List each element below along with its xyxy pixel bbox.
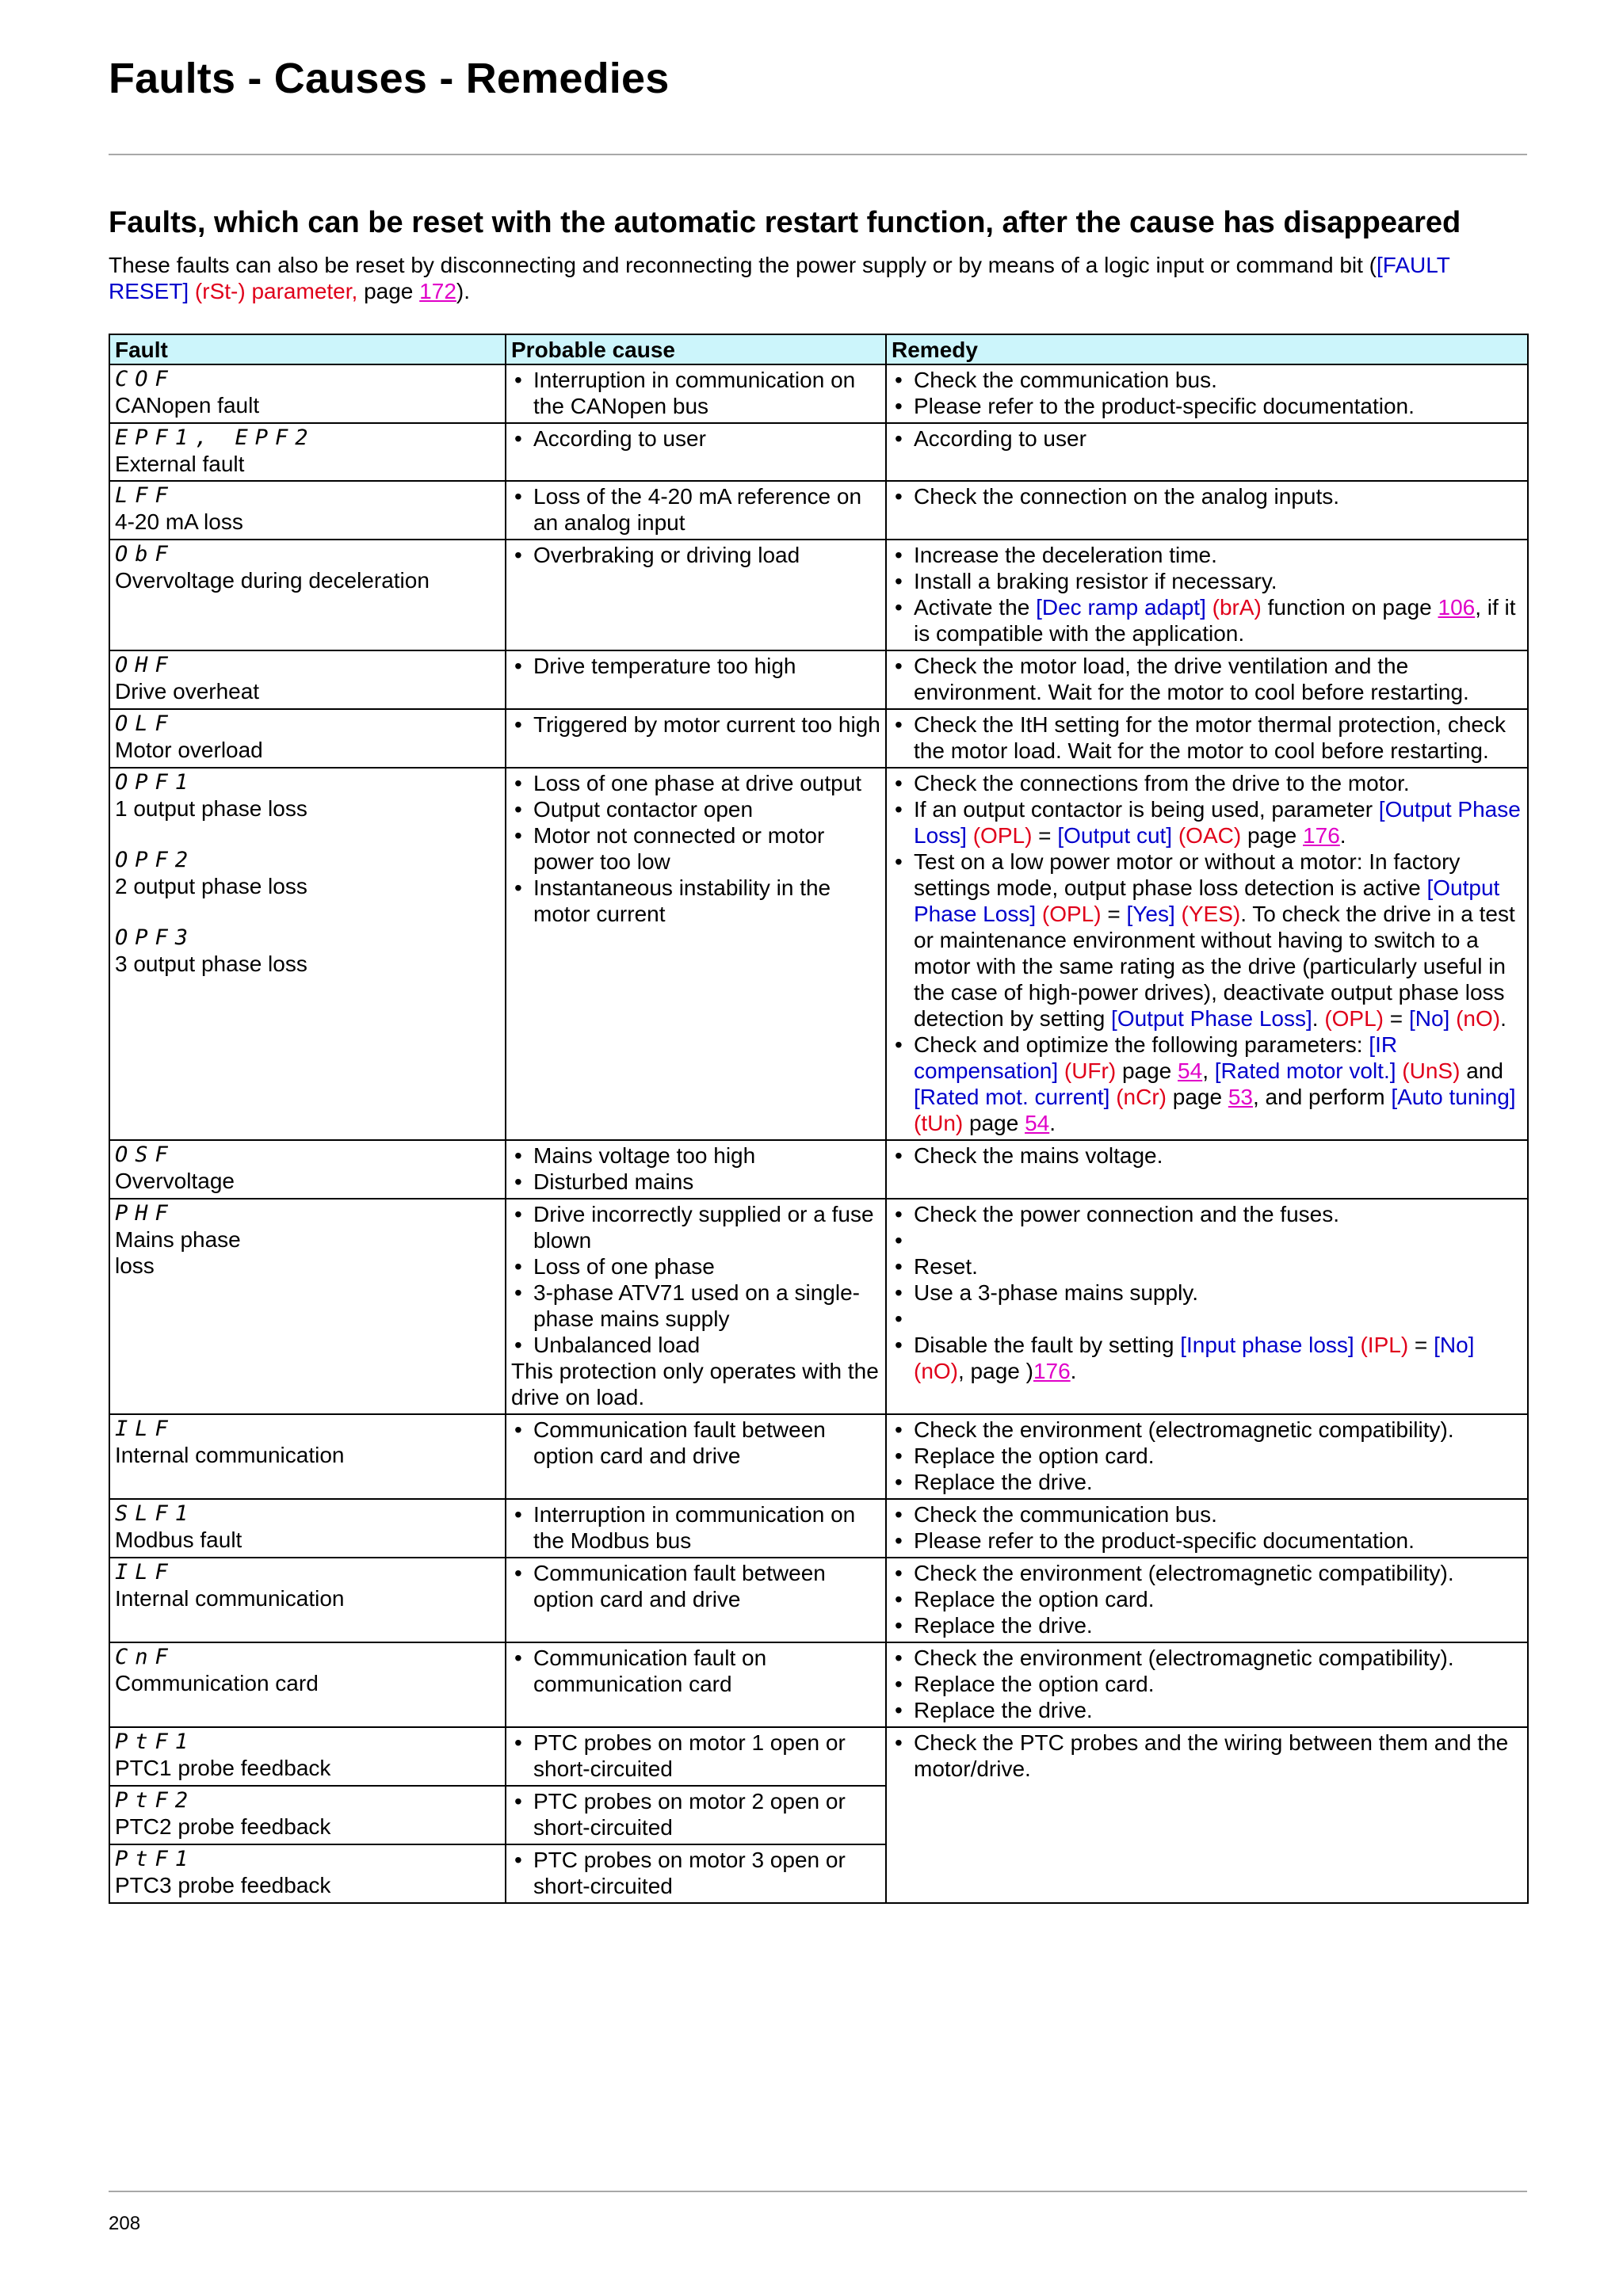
- fault-code: COF: [115, 367, 175, 391]
- page-link-106[interactable]: 106: [1438, 595, 1476, 620]
- fault-cell: [109, 650, 506, 709]
- fault-name: Communication card: [115, 1671, 319, 1695]
- remedy-cell: [886, 1414, 1528, 1499]
- fault-name: CANopen fault: [115, 393, 260, 418]
- fault-name: 3 output phase loss: [115, 952, 307, 976]
- section-title: Faults, which can be reset with the automatic restart function, after the cause has disappeared: [109, 206, 1461, 239]
- cause-cell: [506, 650, 886, 709]
- param-no: [No]: [1408, 1006, 1450, 1031]
- fault-cell: [109, 423, 506, 481]
- cause-item: • Loss of one phase at drive output: [511, 770, 880, 796]
- cause-item: • PTC probes on motor 2 open or short-circuited: [511, 1788, 880, 1840]
- remedy-item: • Disable the fault by setting [Input phase loss] (IPL) = [No] (nO), page )176.: [892, 1332, 1522, 1384]
- page-link-54[interactable]: 54: [1178, 1058, 1203, 1083]
- table-row: [109, 768, 1528, 1140]
- remedy-cell: [886, 709, 1528, 768]
- cause-cell: [506, 1786, 886, 1844]
- fault-name: Drive overheat: [115, 679, 260, 704]
- fault-name: Internal communication: [115, 1443, 345, 1467]
- cause-item: • Mains voltage too high: [511, 1142, 880, 1169]
- header-probable-cause: Probable cause: [506, 334, 886, 364]
- cause-item: • 3-phase ATV71 used on a single-phase mains supply: [511, 1280, 880, 1332]
- cause-item: • Drive temperature too high: [511, 653, 880, 679]
- cause-item: • Disturbed mains: [511, 1169, 880, 1195]
- table-row: [109, 1140, 1528, 1199]
- table-row: [109, 1199, 1528, 1414]
- remedy-item: • Check the environment (electromagnetic compatibility).: [892, 1560, 1522, 1586]
- table-row: [109, 364, 1528, 423]
- param-yes: [Yes]: [1126, 902, 1175, 926]
- code-no: (nO): [1449, 1006, 1501, 1031]
- remedy-cell: [886, 1140, 1528, 1199]
- cause-item: • Triggered by motor current too high: [511, 711, 880, 738]
- cause-item: • Overbraking or driving load: [511, 542, 880, 568]
- param-ir-compensation: [IR compensation]: [914, 1032, 1398, 1083]
- fault-code: OPF3: [115, 925, 196, 950]
- cause-item: • According to user: [511, 425, 880, 452]
- fault-name: Internal communication: [115, 1586, 345, 1611]
- intro-text: These faults can also be reset by disconnecting and reconnecting the power supply or by means of a logic input or command bit (: [109, 253, 1377, 277]
- table-row: [109, 540, 1528, 650]
- code-ipl: (IPL): [1354, 1333, 1409, 1357]
- remedy-item: • Check the environment (electromagnetic compatibility).: [892, 1417, 1522, 1443]
- fault-cell: [109, 768, 506, 1140]
- remedy-item: • Test on a low power motor or without a motor: In factory settings mode, output phase loss detection is active [Output Phase Loss] (OPL) = [Yes] (YES). To check the drive in a test or maintenance environment without having to switch to a motor with the same rating as the drive (particularly useful in the case of high-power drives), deactivate output phase loss detection by setting [Output Phase Loss]. (OPL) = [No] (nO).: [892, 849, 1522, 1032]
- fault-name: PTC3 probe feedback: [115, 1873, 331, 1897]
- cause-item: • Interruption in communication on the Modbus bus: [511, 1501, 880, 1554]
- param-input-phase-loss: [Input phase loss]: [1180, 1333, 1354, 1357]
- code-uns: (UnS): [1396, 1058, 1461, 1083]
- cause-cell: [506, 709, 886, 768]
- param-output-phase-loss: [Output Phase Loss]: [914, 875, 1500, 926]
- fault-code: ILF: [115, 1560, 175, 1585]
- remedy-item: • Check the ItH setting for the motor thermal protection, check the motor load. Wait for the motor to cool before restarting.: [892, 711, 1522, 764]
- fault-code: PtF1: [115, 1847, 196, 1871]
- remedy-item: • Check the environment (electromagnetic compatibility).: [892, 1645, 1522, 1671]
- param-output-cut: [Output cut]: [1057, 823, 1173, 848]
- page-link-172[interactable]: 172: [419, 279, 456, 303]
- fault-code: CnF: [115, 1645, 175, 1669]
- fault-cell: [109, 1642, 506, 1727]
- spacer: [892, 1306, 1522, 1332]
- fault-code: LFF: [115, 483, 175, 508]
- code-yes: (YES): [1174, 902, 1241, 926]
- code-ufr: (UFr): [1058, 1058, 1117, 1083]
- cause-item: • PTC probes on motor 3 open or short-circuited: [511, 1847, 880, 1899]
- cause-item: • Instantaneous instability in the motor current: [511, 875, 880, 927]
- page-link-176[interactable]: 176: [1033, 1359, 1071, 1383]
- table-row: [109, 423, 1528, 481]
- remedy-item: • Replace the option card.: [892, 1671, 1522, 1697]
- remedy-cell: [886, 423, 1528, 481]
- fault-name: 2 output phase loss: [115, 874, 307, 898]
- cause-cell: [506, 1727, 886, 1786]
- remedy-item: • Check the PTC probes and the wiring between them and the motor/drive.: [892, 1730, 1522, 1782]
- table-row: [109, 1727, 1528, 1786]
- code-bra: (brA): [1205, 595, 1262, 620]
- header-remedy: Remedy: [886, 334, 1528, 364]
- fault-cell: [109, 1844, 506, 1903]
- remedy-item: • Replace the drive.: [892, 1612, 1522, 1638]
- fault-cell: [109, 1558, 506, 1642]
- cause-item: • Interruption in communication on the CANopen bus: [511, 367, 880, 419]
- remedy-item: • Use a 3-phase mains supply.: [892, 1280, 1522, 1306]
- remedy-item: • Check and optimize the following parameters: [IR compensation] (UFr) page 54, [Rated motor volt.] (UnS) and [Rated mot. current] (nCr) page 53, and perform [Auto tuning] (tUn) page 54.: [892, 1032, 1522, 1136]
- remedy-item: • Activate the [Dec ramp adapt] (brA) function on page 106, if it is compatible with the application.: [892, 594, 1522, 646]
- page-title: Faults - Causes - Remedies: [109, 55, 670, 102]
- header-fault: Fault: [109, 334, 506, 364]
- fault-cell: [109, 1414, 506, 1499]
- header-rule: [109, 154, 1527, 155]
- remedy-item: • If an output contactor is being used, parameter [Output Phase Loss] (OPL) = [Output cut] (OAC) page 176.: [892, 796, 1522, 849]
- fault-name: Overvoltage: [115, 1169, 235, 1193]
- fault-cell: [109, 1499, 506, 1558]
- remedy-cell: [886, 1558, 1528, 1642]
- cause-cell: [506, 1499, 886, 1558]
- remedy-cell: [886, 1642, 1528, 1727]
- table-row: [109, 650, 1528, 709]
- fault-code: OPF1: [115, 770, 196, 795]
- remedy-item: • Check the motor load, the drive ventilation and the environment. Wait for the motor to cool before restarting.: [892, 653, 1522, 705]
- param-rated-mot-current: [Rated mot. current]: [914, 1085, 1110, 1109]
- remedy-item: • Replace the drive.: [892, 1697, 1522, 1723]
- fault-code: ObF: [115, 542, 175, 566]
- remedy-item: • Check the mains voltage.: [892, 1142, 1522, 1169]
- cause-item: • Loss of the 4-20 mA reference on an analog input: [511, 483, 880, 536]
- fault-name: loss: [115, 1253, 155, 1278]
- intro-text-2: page: [357, 279, 420, 303]
- cause-cell: [506, 423, 886, 481]
- cause-cell: [506, 1844, 886, 1903]
- page-number: 208: [109, 2213, 141, 2234]
- cause-item: • Drive incorrectly supplied or a fuse blown: [511, 1201, 880, 1253]
- remedy-item: • Please refer to the product-specific documentation.: [892, 393, 1522, 419]
- param-no: [No]: [1434, 1333, 1475, 1357]
- fault-reset-code: (rSt-) parameter,: [189, 279, 358, 303]
- cause-cell: [506, 481, 886, 540]
- remedy-cell: [886, 768, 1528, 1140]
- fault-code: EPF1, EPF2: [115, 425, 315, 450]
- fault-name: Motor overload: [115, 738, 263, 762]
- remedy-item: • Replace the option card.: [892, 1586, 1522, 1612]
- code-oac: (OAC): [1172, 823, 1242, 848]
- remedy-cell: [886, 650, 1528, 709]
- fault-code: OLF: [115, 711, 175, 736]
- cause-cell: [506, 1140, 886, 1199]
- page-link-53[interactable]: 53: [1228, 1085, 1253, 1109]
- remedy-cell: [886, 540, 1528, 650]
- fault-cell: [109, 1140, 506, 1199]
- spacer: [892, 1227, 1522, 1253]
- remedy-item: • Check the communication bus.: [892, 1501, 1522, 1527]
- remedy-item: • Check the connection on the analog inputs.: [892, 483, 1522, 509]
- fault-cell: [109, 1199, 506, 1414]
- table-row: [109, 709, 1528, 768]
- table-row: [109, 1642, 1528, 1727]
- cause-cell: [506, 1199, 886, 1414]
- table-row: [109, 1499, 1528, 1558]
- fault-code: PtF2: [115, 1788, 196, 1813]
- code-ncr: (nCr): [1109, 1085, 1167, 1109]
- param-auto-tuning: [Auto tuning]: [1391, 1085, 1516, 1109]
- code-opl: (OPL): [1036, 902, 1102, 926]
- remedy-item: • Please refer to the product-specific documentation.: [892, 1527, 1522, 1554]
- fault-code: OHF: [115, 653, 175, 677]
- table-row: [109, 1414, 1528, 1499]
- faults-table: [109, 334, 1529, 1904]
- page-link-176[interactable]: 176: [1303, 823, 1340, 848]
- fault-name: 1 output phase loss: [115, 796, 307, 821]
- param-rated-motor-volt: [Rated motor volt.]: [1214, 1058, 1396, 1083]
- remedy-item: • Reset.: [892, 1253, 1522, 1280]
- table-row: [109, 481, 1528, 540]
- cause-cell: [506, 364, 886, 423]
- table-row: [109, 1558, 1528, 1642]
- fault-name: 4-20 mA loss: [115, 509, 243, 534]
- code-tun: (tUn): [914, 1111, 964, 1135]
- fault-cell: [109, 481, 506, 540]
- fault-code: PtF1: [115, 1730, 196, 1754]
- cause-cell: [506, 1558, 886, 1642]
- remedy-item: • Check the power connection and the fuses.: [892, 1201, 1522, 1227]
- fault-name: Mains phase: [115, 1227, 241, 1252]
- remedy-cell: [886, 364, 1528, 423]
- fault-cell: [109, 540, 506, 650]
- cause-item: • Unbalanced load: [511, 1332, 880, 1358]
- remedy-item: • Replace the option card.: [892, 1443, 1522, 1469]
- fault-name: Modbus fault: [115, 1527, 242, 1552]
- cause-item: • Output contactor open: [511, 796, 880, 822]
- cause-item: • PTC probes on motor 1 open or short-circuited: [511, 1730, 880, 1782]
- fault-name: Overvoltage during deceleration: [115, 568, 430, 593]
- fault-cell: [109, 1786, 506, 1844]
- remedy-item: • Increase the deceleration time.: [892, 542, 1522, 568]
- fault-cell: [109, 364, 506, 423]
- fault-cell: [109, 1727, 506, 1786]
- cause-note: This protection only operates with the drive on load.: [511, 1359, 879, 1409]
- cause-item: • Communication fault between option card and drive: [511, 1417, 880, 1469]
- param-output-phase-loss: [Output Phase Loss]: [914, 797, 1521, 848]
- fault-code: ILF: [115, 1417, 175, 1441]
- fault-code: OSF: [115, 1142, 175, 1167]
- cause-item: • Loss of one phase: [511, 1253, 880, 1280]
- cause-cell: [506, 1642, 886, 1727]
- cause-cell: [506, 540, 886, 650]
- cause-item: • Motor not connected or motor power too low: [511, 822, 880, 875]
- remedy-item: • According to user: [892, 425, 1522, 452]
- code-opl: (OPL): [966, 823, 1033, 848]
- fault-code: PHF: [115, 1201, 175, 1226]
- fault-name: External fault: [115, 452, 245, 476]
- code-opl: (OPL): [1318, 1006, 1384, 1031]
- remedy-cell: [886, 1199, 1528, 1414]
- remedy-cell: [886, 1727, 1528, 1903]
- fault-name: PTC1 probe feedback: [115, 1756, 331, 1780]
- param-output-phase-loss: [Output Phase Loss]: [1111, 1006, 1312, 1031]
- fault-cell: [109, 709, 506, 768]
- fault-code: OPF2: [115, 848, 196, 872]
- page-link-54[interactable]: 54: [1025, 1111, 1050, 1135]
- remedy-cell: [886, 1499, 1528, 1558]
- table-header-row: [109, 334, 1528, 364]
- intro-text-3: ).: [456, 279, 470, 303]
- footer-rule: [109, 2191, 1527, 2192]
- fault-name: PTC2 probe feedback: [115, 1814, 331, 1839]
- cause-cell: [506, 1414, 886, 1499]
- section-intro: [109, 252, 1527, 304]
- fault-reset-param: [FAULT RESET]: [109, 253, 1450, 303]
- cause-cell: [506, 768, 886, 1140]
- cause-item: • Communication fault between option card and drive: [511, 1560, 880, 1612]
- remedy-item: • Check the connections from the drive to the motor.: [892, 770, 1522, 796]
- code-no: (nO): [914, 1359, 958, 1383]
- remedy-item: • Replace the drive.: [892, 1469, 1522, 1495]
- remedy-item: • Check the communication bus.: [892, 367, 1522, 393]
- fault-code: SLF1: [115, 1501, 196, 1526]
- cause-item: • Communication fault on communication card: [511, 1645, 880, 1697]
- remedy-cell: [886, 481, 1528, 540]
- remedy-item: • Install a braking resistor if necessary.: [892, 568, 1522, 594]
- param-dec-ramp-adapt: [Dec ramp adapt]: [1036, 595, 1206, 620]
